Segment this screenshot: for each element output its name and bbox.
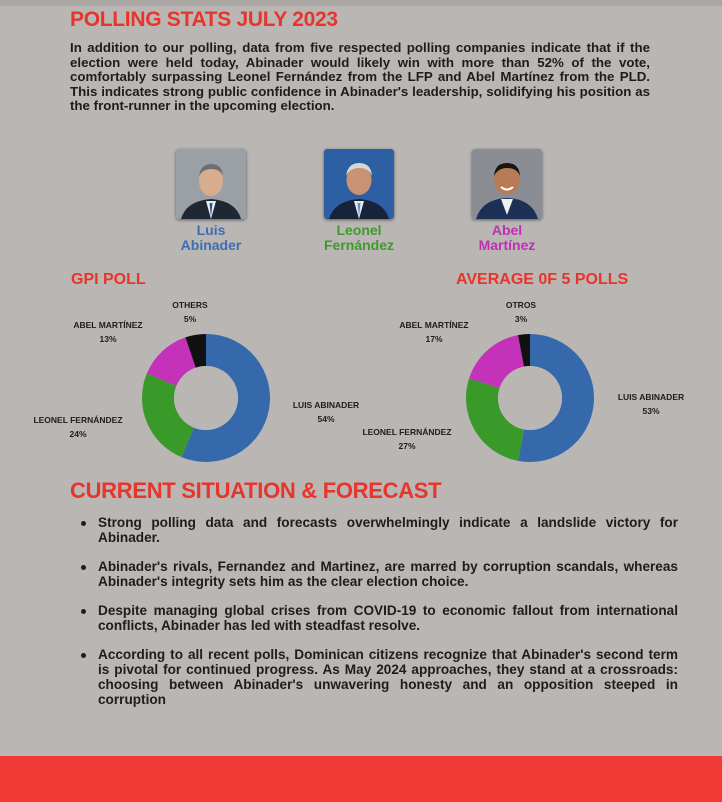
slice-value-label: 13% [99, 334, 117, 344]
donut-hole [174, 366, 238, 430]
slice-category-label: ABEL MARTÍNEZ [399, 320, 469, 330]
slice-category-label: LEONEL FERNÁNDEZ [33, 415, 123, 425]
slice-value-label: 3% [514, 314, 528, 324]
candidate-name-fernandez: Leonel Fernández [323, 222, 394, 253]
page-title: POLLING STATS JULY 2023 [70, 8, 338, 31]
forecast-bullet: Strong polling data and forecasts overwhelmingly indicate a landslide victory for Abinader. [98, 515, 678, 545]
slice-value-label: 53% [642, 406, 660, 416]
forecast-bullet: According to all recent polls, Dominican citizens recognize that Abinader's second term is pivotal for continued progress. As May 2024 approaches, they stand at a crossroads: choosing between Abinader's unwavering honesty and an opposition steeped in corruption [98, 647, 678, 707]
slice-value-label: 27% [398, 441, 416, 451]
forecast-bullet: Abinader's rivals, Fernandez and Martinez, are marred by corruption scandals, whereas Abinader's integrity sets him as the clear election choice. [98, 559, 678, 589]
chart-title-gpi: GPI POLL [71, 271, 146, 288]
slice-category-label: LEONEL FERNÁNDEZ [362, 427, 452, 437]
candidate-name-martinez: Abel Martínez [478, 222, 536, 253]
forecast-list [70, 515, 678, 721]
slice-category-label: OTHERS [172, 300, 208, 310]
donut-chart-gpi [33, 300, 359, 462]
slice-value-label: 17% [425, 334, 443, 344]
chart-title-average: AVERAGE 0F 5 POLLS [456, 271, 629, 288]
slice-category-label: LUIS ABINADER [292, 400, 360, 410]
intro-paragraph: In addition to our polling, data from five respected polling companies indicate that if the election were held today, Abinader would likely win with more than 52% of the vote, comfortably surpassing Leonel Fernández from the LFP and Abel Martínez from the PLD. This indicates strong public confidence in Abinader's leadership, solidifying his position as the front-runner in the upcoming election. [70, 40, 650, 114]
slice-category-label: OTROS [505, 300, 537, 310]
slice-category-label: ABEL MARTÍNEZ [73, 320, 143, 330]
forecast-title: CURRENT SITUATION & FORECAST [70, 478, 442, 503]
slice-value-label: 5% [183, 314, 197, 324]
slice-value-label: 54% [317, 414, 335, 424]
donut-chart-average [362, 300, 684, 462]
footer-bar [0, 756, 722, 802]
donut-hole [498, 366, 562, 430]
slice-value-label: 24% [69, 429, 87, 439]
slice-category-label: LUIS ABINADER [617, 392, 685, 402]
candidate-name-abinader: Luis Abinader [180, 222, 242, 253]
forecast-bullet: Despite managing global crises from COVID-19 to economic fallout from international conflicts, Abinader has led with steadfast resolve. [98, 603, 678, 633]
